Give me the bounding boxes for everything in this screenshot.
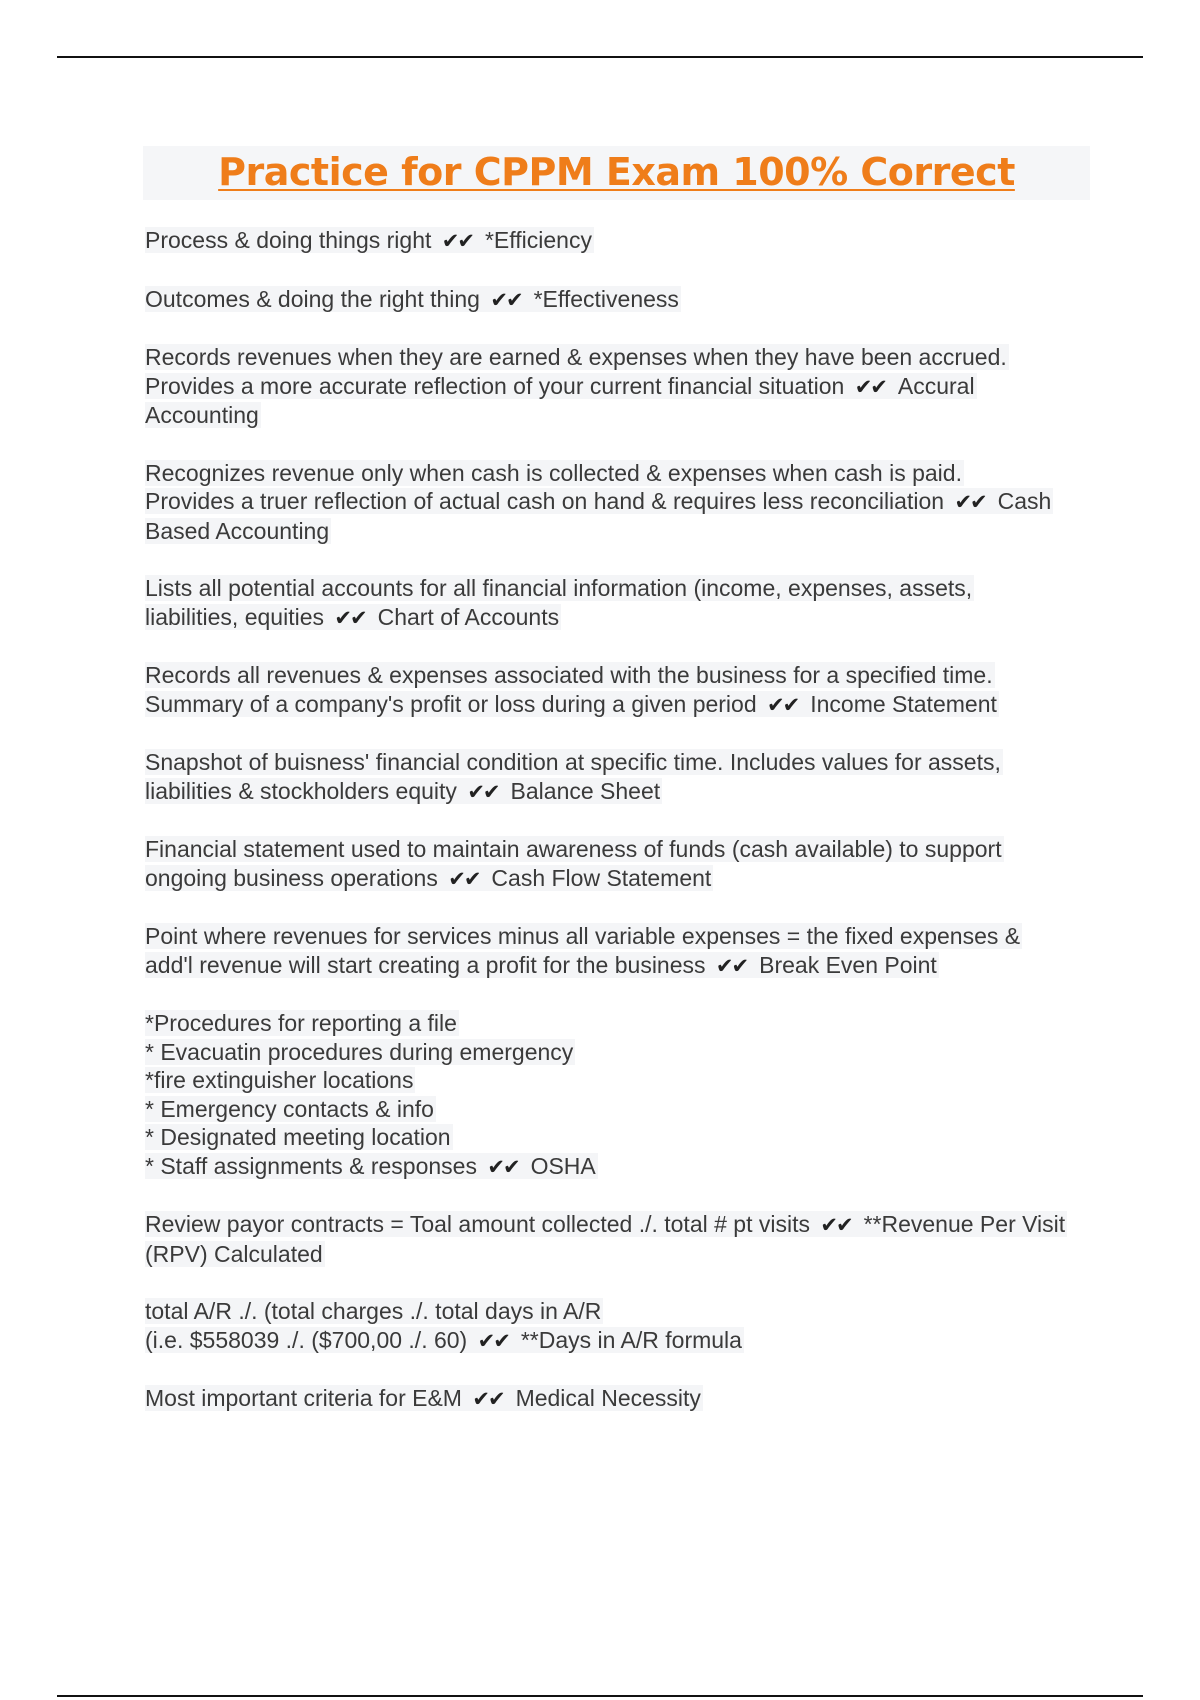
qa-item xyxy=(145,285,1095,315)
qa-item xyxy=(145,226,1095,256)
double-check-icon: ✔✔ xyxy=(854,374,886,399)
qa-text xyxy=(145,1010,598,1179)
double-check-icon: ✔✔ xyxy=(334,605,366,630)
question-line: Provides a more accurate reflection of your current financial situation xyxy=(145,372,845,399)
qa-text xyxy=(145,923,1022,978)
double-check-icon: ✔✔ xyxy=(820,1213,852,1237)
qa-list xyxy=(145,226,1095,1443)
double-check-icon: ✔✔ xyxy=(477,1328,509,1353)
qa-item xyxy=(145,1009,1095,1181)
question-line: Financial statement used to maintain awareness of funds (cash available) to support xyxy=(145,836,1002,862)
question-line: *Procedures for reporting a file xyxy=(145,1010,457,1036)
question-line: Most important criteria for E&M xyxy=(145,1385,462,1411)
qa-item xyxy=(145,459,1095,546)
answer-text: Medical Necessity xyxy=(515,1385,701,1411)
qa-item xyxy=(145,922,1095,980)
question-line: Provides a truer reflection of actual cash on hand & requires less reconciliation xyxy=(145,488,945,514)
question-line: liabilities & stockholders equity xyxy=(145,777,457,804)
qa-item xyxy=(145,1384,1095,1414)
double-check-icon: ✔✔ xyxy=(467,779,499,804)
double-check-icon: ✔✔ xyxy=(954,490,986,514)
answer-text: Break Even Point xyxy=(759,951,937,978)
question-line: Snapshot of buisness' financial condition at specific time. Includes values for assets, xyxy=(145,749,1001,775)
qa-text xyxy=(145,749,1003,804)
top-rule xyxy=(57,56,1143,58)
question-line: * Designated meeting location xyxy=(145,1124,451,1150)
question-line: Outcomes & doing the right thing xyxy=(145,285,480,312)
document-title: Practice for CPPM Exam 100% Correct xyxy=(218,150,1015,194)
answer-text: *Effectiveness xyxy=(533,285,679,312)
answer-text: **Revenue Per Visit (RPV) Calculated xyxy=(145,1211,1066,1267)
double-check-icon: ✔✔ xyxy=(490,287,522,312)
title-band xyxy=(143,146,1090,200)
question-line: * Staff assignments & responses xyxy=(145,1152,477,1179)
answer-text: Balance Sheet xyxy=(510,777,661,804)
qa-text xyxy=(145,286,681,312)
double-check-icon: ✔✔ xyxy=(715,953,748,978)
double-check-icon: ✔✔ xyxy=(441,229,473,253)
question-line: Summary of a company's profit or loss during a given period xyxy=(145,690,757,717)
qa-text xyxy=(145,836,1004,891)
double-check-icon: ✔✔ xyxy=(472,1387,504,1411)
qa-text xyxy=(145,575,974,630)
answer-text: Income Statement xyxy=(810,690,997,717)
answer-text: *Efficiency xyxy=(484,227,592,253)
question-line: Process & doing things right xyxy=(145,227,432,253)
answer-text: Chart of Accounts xyxy=(377,603,560,630)
question-line: Records revenues when they are earned & expenses when they have been accrued. xyxy=(145,344,1007,370)
question-line: Review payor contracts = Toal amount collected ./. total # pt visits xyxy=(145,1211,810,1237)
qa-item xyxy=(145,343,1095,430)
question-line: ongoing business operations xyxy=(145,864,438,891)
qa-text xyxy=(145,1211,1067,1267)
answer-text: Cash Based Accounting xyxy=(145,488,1052,544)
qa-text xyxy=(145,1298,744,1353)
qa-text xyxy=(145,662,999,717)
double-check-icon: ✔✔ xyxy=(448,866,480,891)
question-line: Recognizes revenue only when cash is collected & expenses when cash is paid. xyxy=(145,459,962,486)
qa-text xyxy=(145,344,1009,428)
double-check-icon: ✔✔ xyxy=(487,1154,519,1179)
question-line: * Emergency contacts & info xyxy=(145,1095,434,1122)
qa-item xyxy=(145,661,1095,719)
qa-text xyxy=(145,1385,703,1411)
qa-item xyxy=(145,748,1095,806)
question-line: total A/R ./. (total charges ./. total days in A/R xyxy=(145,1298,602,1324)
qa-text xyxy=(145,227,594,253)
question-line: * Evacuatin procedures during emergency xyxy=(145,1038,574,1065)
question-line: add'l revenue will start creating a profit for the business xyxy=(145,951,706,978)
answer-text: Cash Flow Statement xyxy=(491,864,712,891)
qa-item xyxy=(145,1297,1095,1355)
question-line: Lists all potential accounts for all financial information (income, expenses, assets, xyxy=(145,575,973,601)
question-line: (i.e. $558039 ./. ($700,00 ./. 60) xyxy=(145,1326,468,1353)
qa-item xyxy=(145,574,1095,632)
qa-item xyxy=(145,1210,1095,1268)
qa-item xyxy=(145,835,1095,893)
question-line: Point where revenues for services minus all variable expenses = the fixed expenses & xyxy=(145,923,1021,949)
answer-text: OSHA xyxy=(530,1152,596,1179)
answer-text: Accural Accounting xyxy=(145,372,975,428)
question-line: liabilities, equities xyxy=(145,603,324,630)
double-check-icon: ✔✔ xyxy=(767,692,799,717)
question-line: Records all revenues & expenses associated with the business for a specified time. xyxy=(145,662,993,688)
answer-text: **Days in A/R formula xyxy=(520,1326,742,1353)
qa-text xyxy=(145,460,1053,544)
question-line: *fire extinguisher locations xyxy=(145,1067,414,1093)
bottom-rule xyxy=(57,1695,1143,1697)
